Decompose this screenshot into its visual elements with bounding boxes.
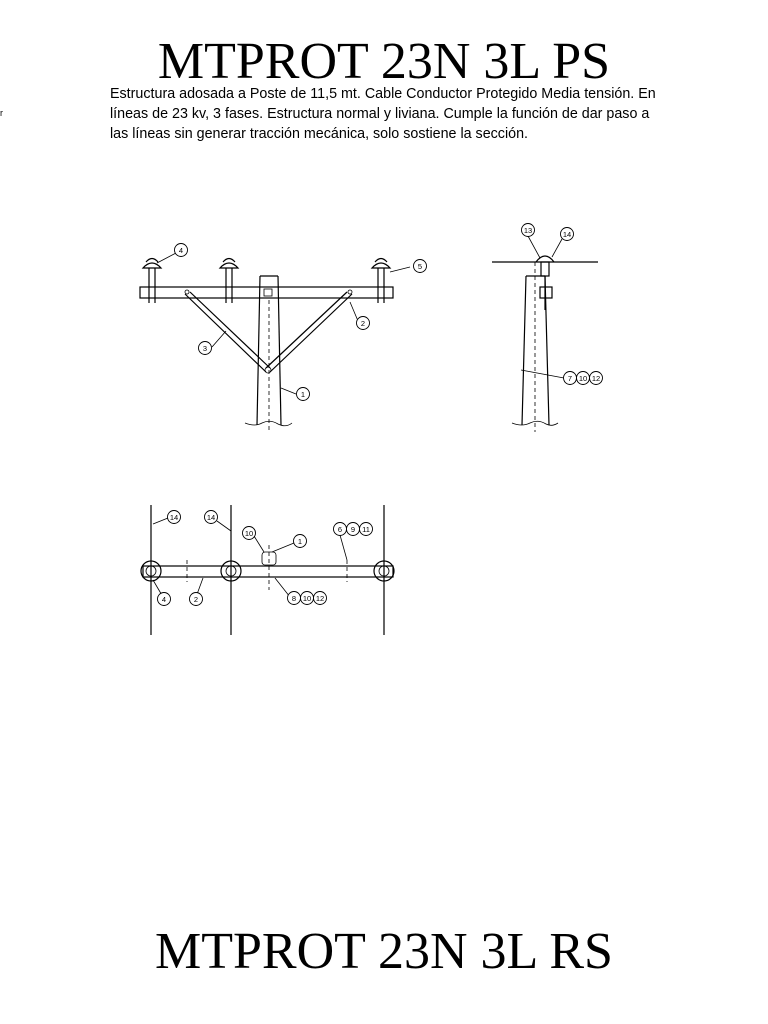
front-label-2-text: 2 — [360, 319, 366, 328]
plan-label-8-text: 8 — [291, 594, 297, 603]
plan-label-10-bottom-text: 10 — [302, 594, 312, 603]
insulator-center — [220, 259, 238, 304]
front-label-2 — [357, 317, 370, 330]
plan-label-8 — [288, 592, 301, 605]
plan-label-14-a-text: 14 — [169, 513, 179, 522]
plan-label-6-text: 6 — [337, 525, 343, 534]
side-label-14-text: 14 — [562, 230, 572, 239]
structure-description: Estructura adosada a Poste de 11,5 mt. Cable Conductor Protegido Media tensión. En líneas de 23 kv, 3 fases. Estructura normal y liviana. Cumple la función de dar paso a las líneas sin generar tracción mecánica, solo sostiene la sección. — [110, 86, 656, 142]
front-label-5 — [414, 260, 427, 273]
plan-label-12 — [314, 592, 327, 605]
plan-label-4 — [158, 593, 171, 606]
plan-label-10-bottom — [301, 592, 314, 605]
plan-label-4-text: 4 — [161, 595, 167, 604]
plan-label-2-text: 2 — [193, 595, 199, 604]
front-label-3 — [199, 342, 212, 355]
side-label-10-text: 10 — [578, 374, 588, 383]
crossarm-plan — [143, 566, 393, 577]
front-label-5-text: 5 — [417, 262, 423, 271]
side-view-drawing — [492, 224, 603, 433]
plan-label-6 — [334, 523, 347, 536]
front-label-1-text: 1 — [300, 390, 306, 399]
plan-label-1 — [294, 535, 307, 548]
side-label-7-text: 7 — [567, 374, 573, 383]
front-label-4-text: 4 — [178, 246, 184, 255]
side-label-14 — [561, 228, 574, 241]
plan-label-1-text: 1 — [297, 537, 303, 546]
front-view-drawing — [140, 244, 427, 431]
plan-label-12-text: 12 — [315, 594, 325, 603]
side-label-7 — [564, 372, 577, 385]
plan-label-14-b-text: 14 — [206, 513, 216, 522]
plan-label-14-a — [168, 511, 181, 524]
insulator-side — [536, 256, 554, 310]
plan-label-11-text: 11 — [362, 525, 370, 534]
side-label-13-text: 13 — [523, 226, 533, 235]
plan-label-14-b — [205, 511, 218, 524]
plan-view-drawing — [141, 505, 394, 635]
plan-label-10-top — [243, 527, 256, 540]
plan-insulators — [141, 561, 394, 581]
plan-label-11 — [360, 523, 373, 536]
plan-pole — [187, 545, 347, 590]
crossarm-braces — [185, 290, 352, 373]
margin-mark: r — [0, 108, 3, 118]
side-label-12 — [590, 372, 603, 385]
side-label-10 — [577, 372, 590, 385]
front-label-4 — [175, 244, 188, 257]
front-label-3-text: 3 — [202, 344, 208, 353]
front-label-1 — [297, 388, 310, 401]
pole-front — [245, 276, 292, 430]
side-label-13 — [522, 224, 535, 237]
side-label-12-text: 12 — [591, 374, 601, 383]
insulator-left — [143, 259, 161, 304]
page-title-bottom: MTPROT 23N 3L RS — [155, 923, 613, 980]
plan-label-9-text: 9 — [350, 525, 356, 534]
plan-label-2 — [190, 593, 203, 606]
page-title-top: MTPROT 23N 3L PS — [157, 33, 611, 90]
plan-label-10-top-text: 10 — [244, 529, 254, 538]
insulator-right — [372, 259, 390, 304]
plan-label-9 — [347, 523, 360, 536]
